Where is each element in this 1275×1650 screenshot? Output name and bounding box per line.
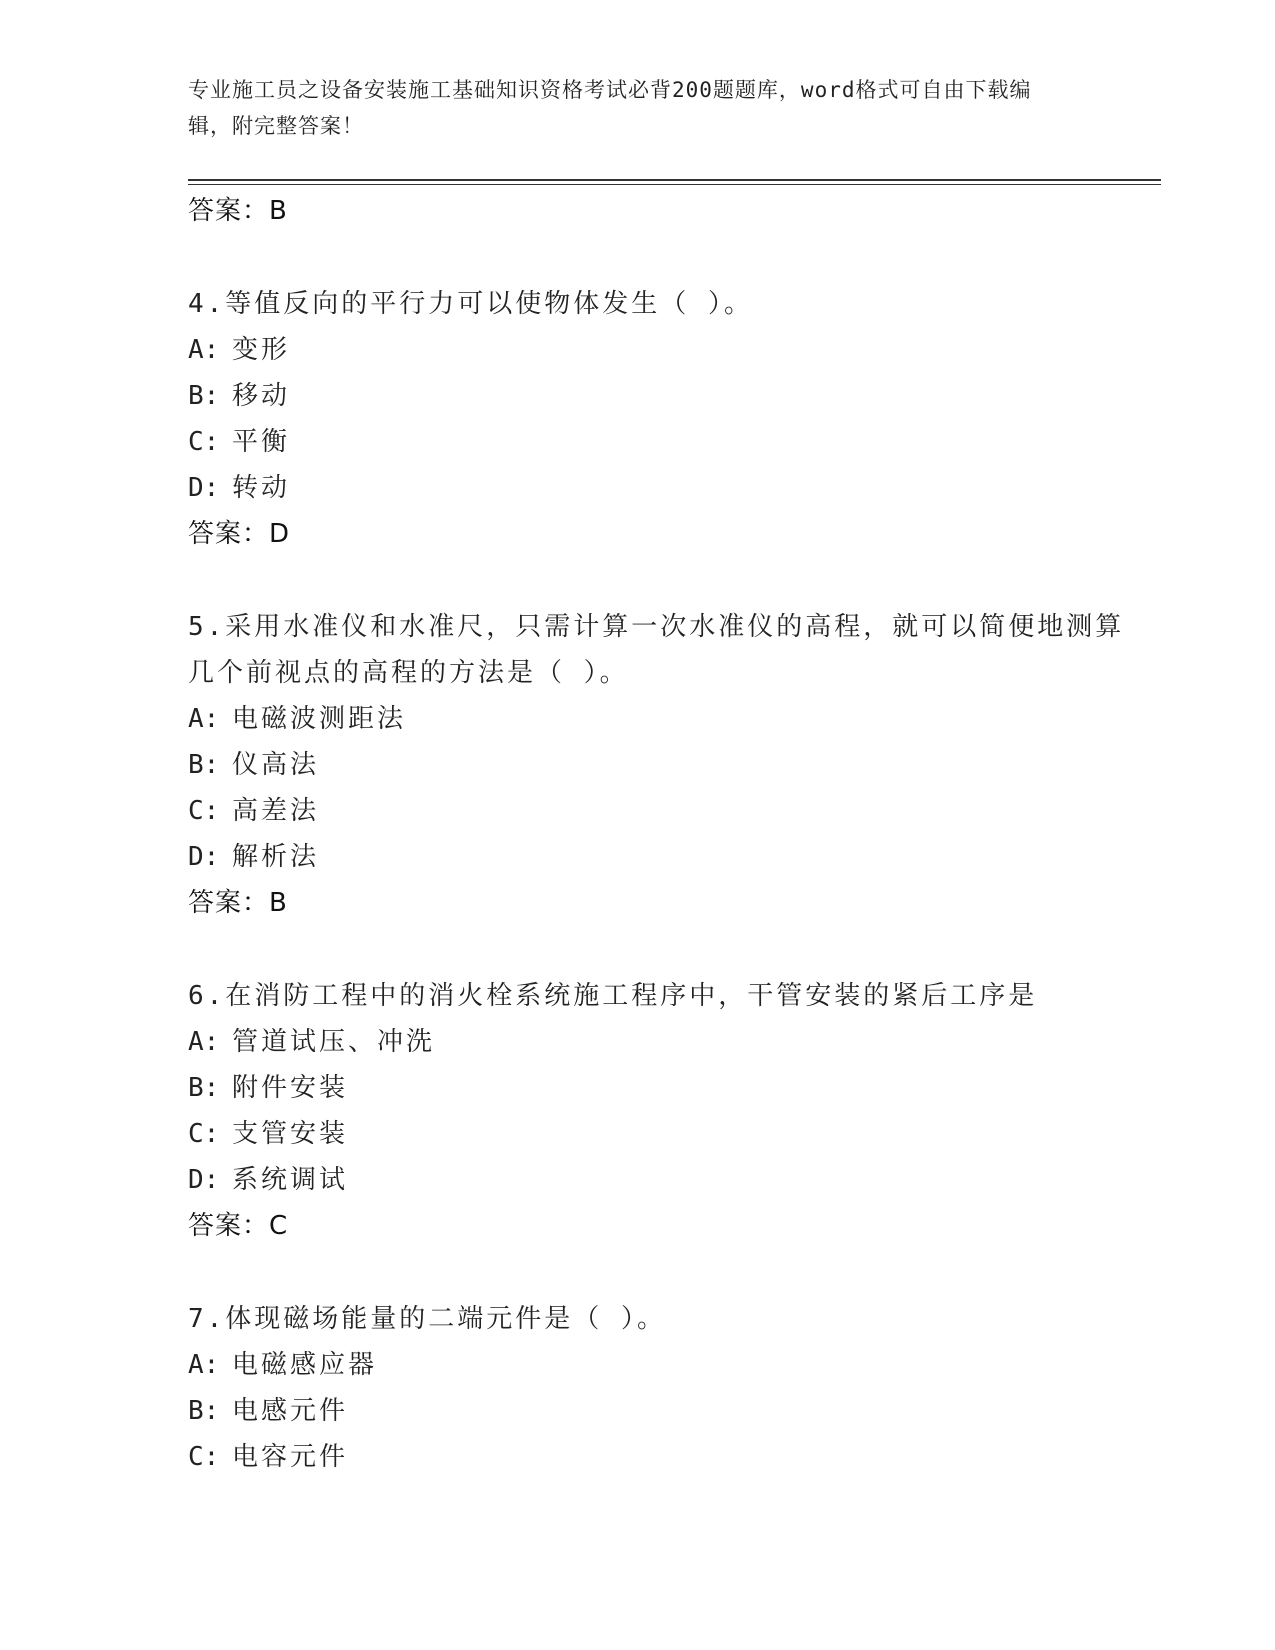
option-text: 电磁感应器 [232, 1350, 378, 1380]
option-text: 电容元件 [232, 1442, 349, 1472]
option-text: 支管安装 [232, 1119, 349, 1149]
header-divider-thin [188, 184, 1161, 185]
option-a [188, 696, 1128, 742]
option-c [188, 1111, 1128, 1157]
option-key: A: [188, 1350, 220, 1380]
option-b [188, 373, 1128, 419]
question-block [188, 281, 1128, 557]
option-key: B: [188, 1396, 220, 1426]
question-block [188, 973, 1128, 1249]
question-block [188, 1296, 1128, 1480]
option-a [188, 1342, 1128, 1388]
option-b [188, 1388, 1128, 1434]
option-b [188, 742, 1128, 788]
answer-line: 答案：D [188, 519, 291, 549]
option-key: D: [188, 842, 220, 872]
document-header: 专业施工员之设备安装施工基础知识资格考试必背200题题库，word格式可自由下载编辑，附完整答案！ [188, 78, 1032, 138]
answer-line: 答案：B [188, 888, 288, 918]
question-list [188, 188, 1128, 1480]
option-key: C: [188, 427, 220, 457]
option-d [188, 465, 1128, 511]
option-key: B: [188, 381, 220, 411]
option-a [188, 327, 1128, 373]
option-key: B: [188, 750, 220, 780]
option-key: D: [188, 473, 220, 503]
question-text: 6.在消防工程中的消火栓系统施工程序中，干管安装的紧后工序是 [188, 981, 1038, 1011]
option-b [188, 1065, 1128, 1111]
option-text: 移动 [232, 381, 291, 411]
option-key: C: [188, 1119, 220, 1149]
option-text: 附件安装 [232, 1073, 349, 1103]
option-c [188, 1434, 1128, 1480]
question-text: 4.等值反向的平行力可以使物体发生（ ）。 [188, 289, 753, 319]
option-text: 高差法 [232, 796, 320, 826]
question-text: 5.采用水准仪和水准尺，只需计算一次水准仪的高程，就可以简便地测算几个前视点的高程的方法是（ ）。 [188, 612, 1125, 688]
option-text: 平衡 [232, 427, 291, 457]
option-key: A: [188, 704, 220, 734]
question-text: 7.体现磁场能量的二端元件是（ ）。 [188, 1304, 666, 1334]
question-block [188, 604, 1128, 926]
option-text: 变形 [232, 335, 291, 365]
option-key: C: [188, 1442, 220, 1472]
option-text: 电感元件 [232, 1396, 349, 1426]
option-key: B: [188, 1073, 220, 1103]
answer-line: 答案：B [188, 196, 288, 226]
header-divider-thick [188, 179, 1161, 181]
option-text: 仪高法 [232, 750, 320, 780]
option-a [188, 1019, 1128, 1065]
option-text: 转动 [232, 473, 291, 503]
option-d [188, 1157, 1128, 1203]
answer-line: 答案：C [188, 1211, 289, 1241]
option-key: A: [188, 335, 220, 365]
option-key: C: [188, 796, 220, 826]
option-key: A: [188, 1027, 220, 1057]
option-c [188, 788, 1128, 834]
option-text: 管道试压、冲洗 [232, 1027, 436, 1057]
option-text: 解析法 [232, 842, 320, 872]
option-text: 电磁波测距法 [232, 704, 407, 734]
option-key: D: [188, 1165, 220, 1195]
option-c [188, 419, 1128, 465]
option-d [188, 834, 1128, 880]
option-text: 系统调试 [232, 1165, 349, 1195]
